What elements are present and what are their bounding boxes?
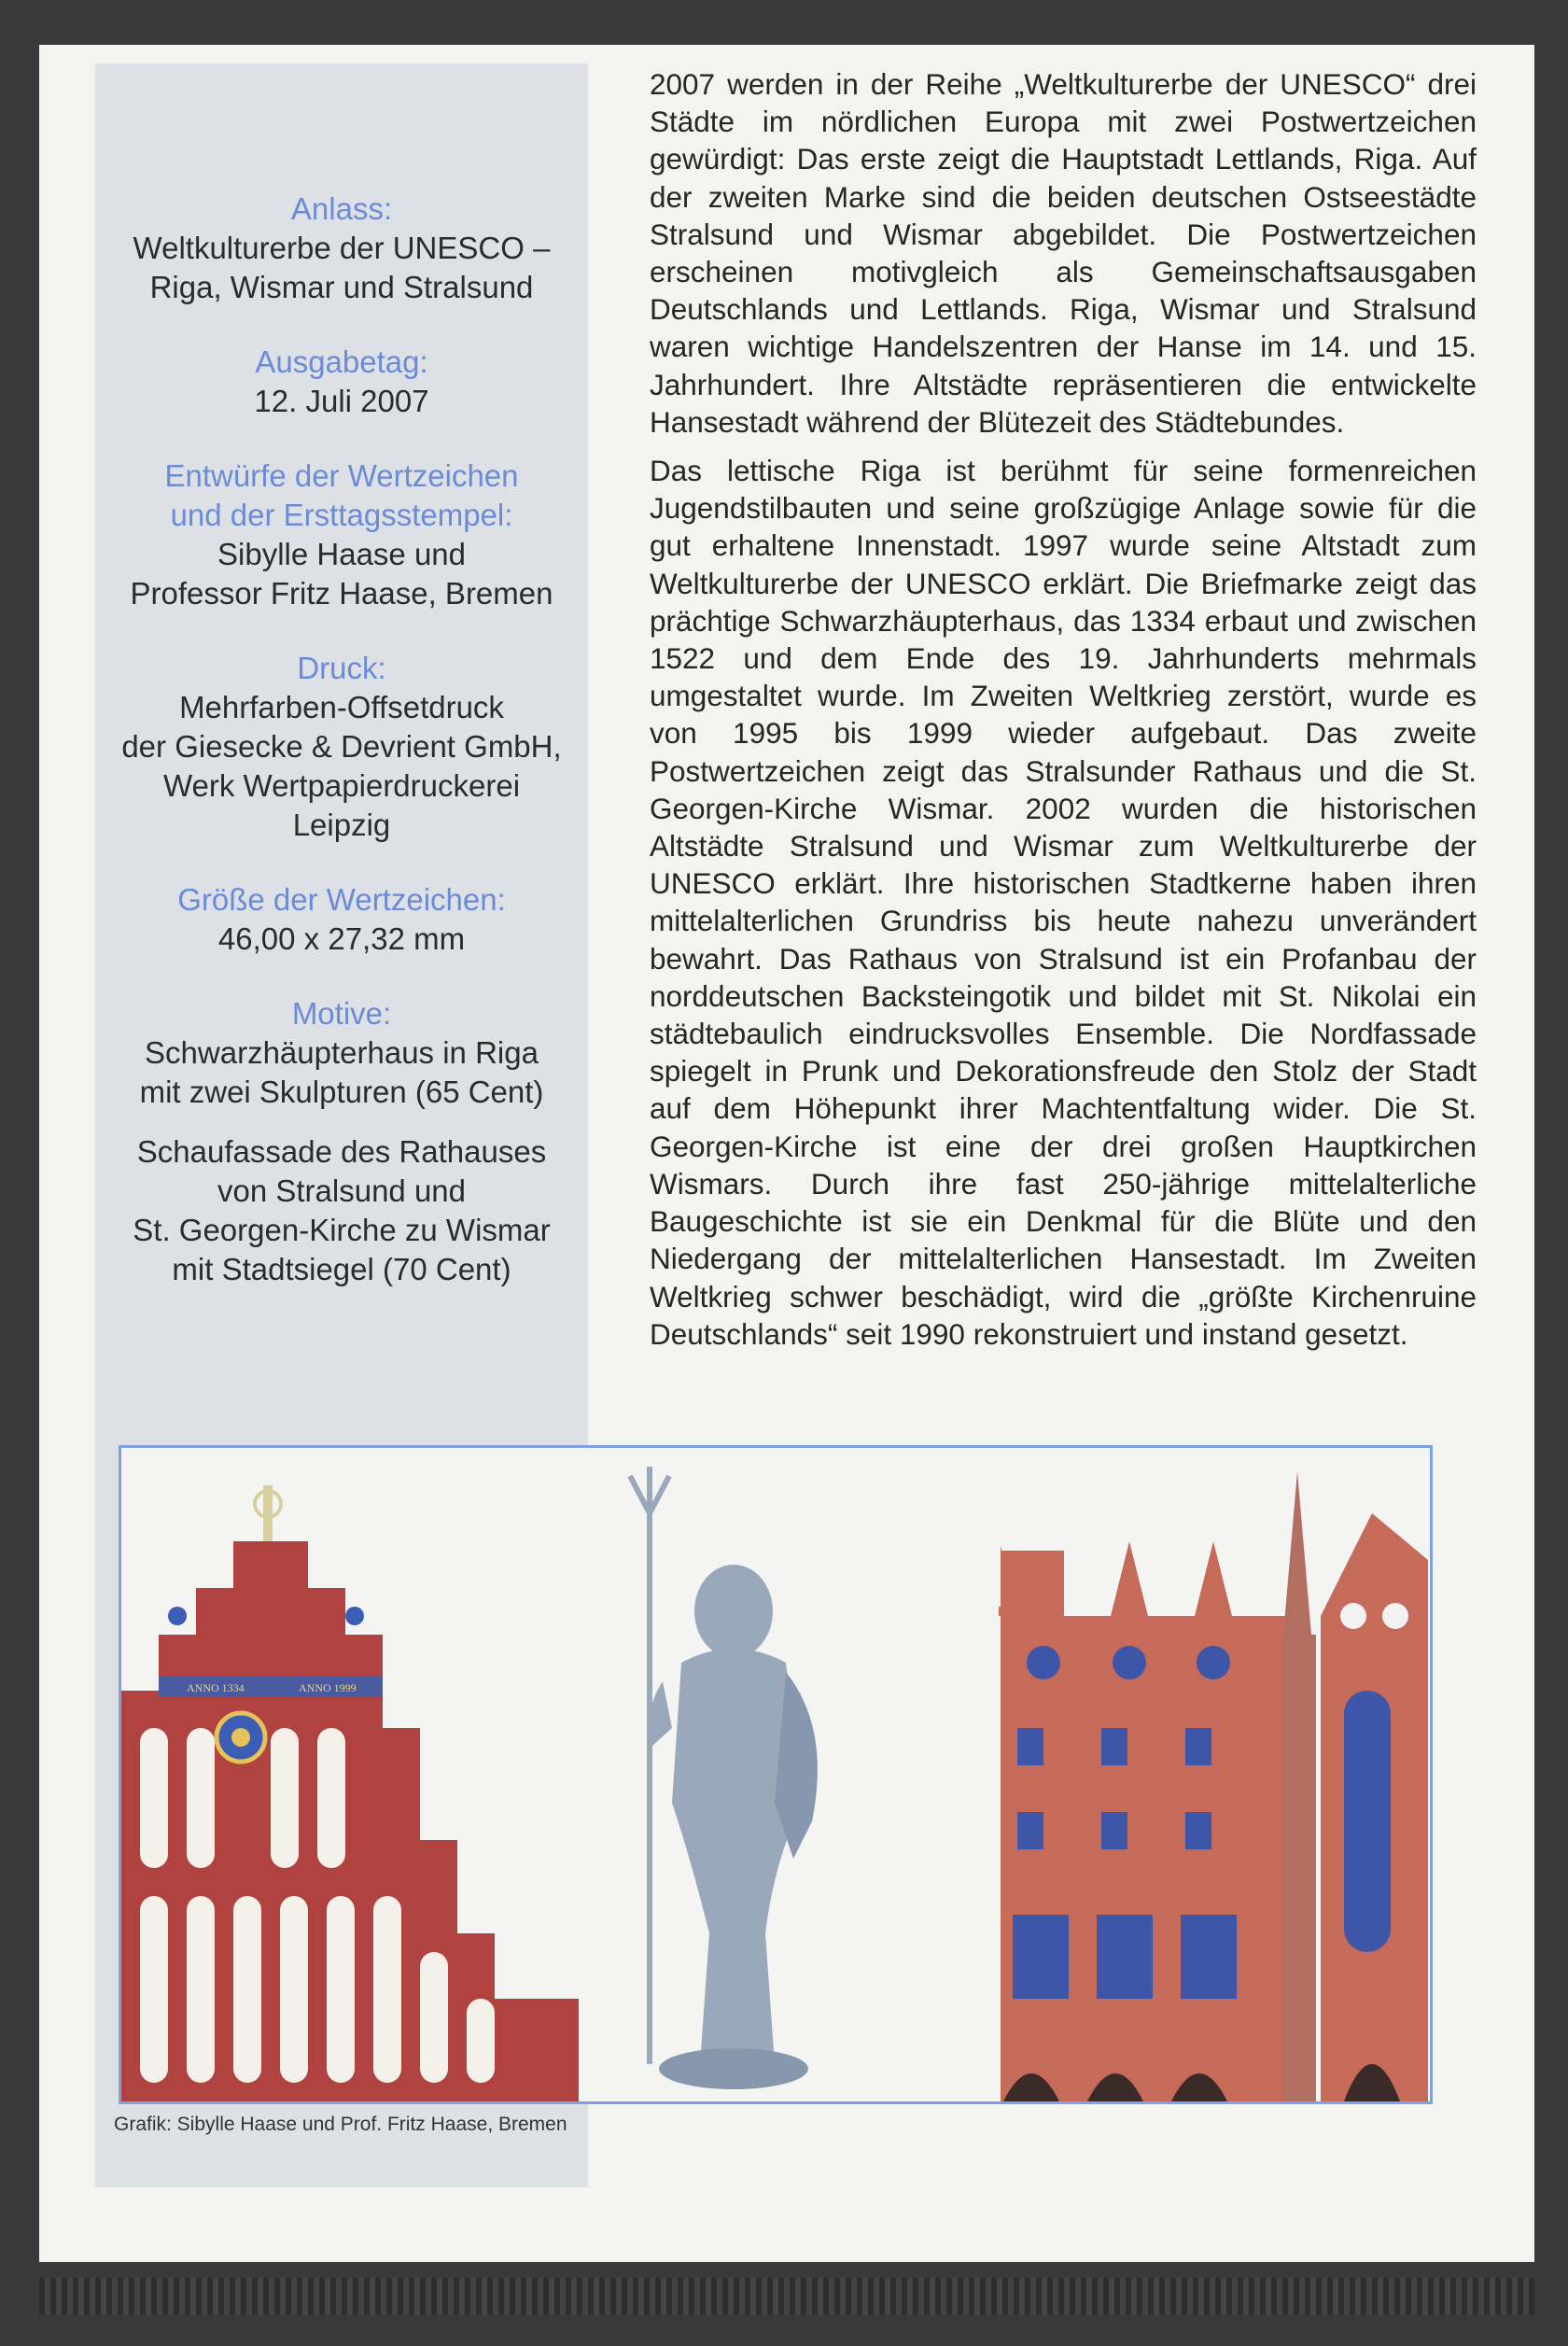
paragraph-intro: 2007 werden in der Reihe „Weltkulturerbe der UNESCO“ drei Städte im nördlichen Europa mit zwei Postwertzeichen gewürdigt: Das erste zeigt die Hauptstadt Lettlands, Riga. Auf der zweiten Marke sind die beiden deutschen Ostseestädte Stralsund und Wismar abgebildet. Die Postwertzeichen erscheinen motivgleich als Gemeinschaftsausgaben Deutschlands und Lettlands. Riga, Wismar und Stralsund waren wichtige Handelszentren der Hanse im 14. und 15. Jahrhundert. Ihre Altstädte repräsentieren die entwickelte Hansestadt während der Blütezeit des Städtebundes. — [650, 67, 1477, 439]
info-label: Ausgabetag: — [255, 344, 428, 379]
info-value: Mehrfarben-Offsetdruck der Giesecke & Devrient GmbH, Werk Wertpapierdruckerei Leipzig — [121, 690, 562, 842]
info-value: Schaufassade des Rathauses von Stralsund und St. Georgen-Kirche zu Wismar mit Stadtsiegel (70 Cent) — [133, 1134, 551, 1286]
info-block — [95, 994, 588, 1289]
riga-banner-right: ANNO 1999 — [299, 1681, 357, 1694]
info-value: 12. Juli 2007 — [254, 384, 429, 418]
stralsund-townhall-illustration — [999, 1471, 1428, 2101]
stamp-artwork — [119, 1445, 1433, 2104]
info-value: Schwarzhäupterhaus in Riga mit zwei Skulpturen (65 Cent) — [139, 1035, 544, 1109]
sidebar-content — [95, 190, 588, 1325]
background-strip — [39, 2278, 1534, 2315]
info-block — [95, 190, 588, 307]
info-block — [95, 343, 588, 421]
info-value: Sibylle Haase und Professor Fritz Haase, Bremen — [130, 537, 553, 611]
info-value: 46,00 x 27,32 mm — [217, 921, 466, 956]
info-block — [95, 457, 588, 613]
info-block — [95, 880, 588, 959]
info-label: Größe der Wertzeichen: — [177, 882, 506, 917]
info-label: Anlass: — [290, 191, 393, 226]
info-value: Weltkulturerbe der UNESCO – Riga, Wismar und Stralsund — [133, 231, 551, 304]
paragraph-details: Das lettische Riga ist berühmt für seine formenreichen Jugendstilbauten und seine großzügige Anlage sowie für die gut erhaltene Innenstadt. 1997 wurde seine Altstadt zum Weltkulturerbe der UNESCO erklärt. Die Briefmarke zeigt das prächtige Schwarzhäupterhaus, das 1334 erbaut und zwischen 1522 und dem Ende des 19. Jahrhunderts mehrmals umgestaltet wurde. Im Zweiten Weltkrieg zerstört, wurde es von 1995 bis 1999 wieder aufgebaut. Das zweite Postwertzeichen zeigt das Stralsunder Rathaus und die St. Georgen-Kirche Wismar. 2002 wurden die historischen Altstädte Stralsund und Wismar zum Weltkulturerbe der UNESCO erklärt. Ihre historischen Stadtkerne haben ihren mittelalterlichen Grundriss bis heute nahezu unverändert bewahrt. Das Rathaus von Stralsund ist ein Profanbau der norddeutschen Backsteingotik und bildet mit St. Nikolai ein städtebaulich eindrucksvolles Ensemble. Die Nordfassade spiegelt in Prunk und Dekorationsfreude den Stolz der Stadt auf dem Höhepunkt ihrer Machtentfaltung wider. Die St. Georgen-Kirche ist eine der drei großen Hauptkirchen Wismars. Durch ihre fast 250-jährige mittelalterliche Baugeschichte ist sie ein Denkmal für die Blüte und den Niedergang der mittelalterlichen Hansestadt. Im Zweiten Weltkrieg schwer beschädigt, wird die „größte Kirchenruine Deutschlands“ seit 1990 rekonstruiert und instand gesetzt. — [650, 454, 1477, 1351]
main-text — [650, 65, 1477, 1364]
info-block — [95, 649, 588, 845]
neptune-statue-illustration — [630, 1467, 818, 2089]
riga-banner-left: ANNO 1334 — [187, 1681, 245, 1694]
info-label: Druck: — [297, 651, 386, 685]
info-label: Entwürfe der Wertzeichen und der Ersttagsstempel: — [164, 458, 519, 532]
info-label: Motive: — [291, 996, 392, 1031]
blackheads-house-illustration — [121, 1485, 579, 2101]
illustration-credit: Grafik: Sibylle Haase und Prof. Fritz Haase, Bremen — [114, 2114, 567, 2135]
